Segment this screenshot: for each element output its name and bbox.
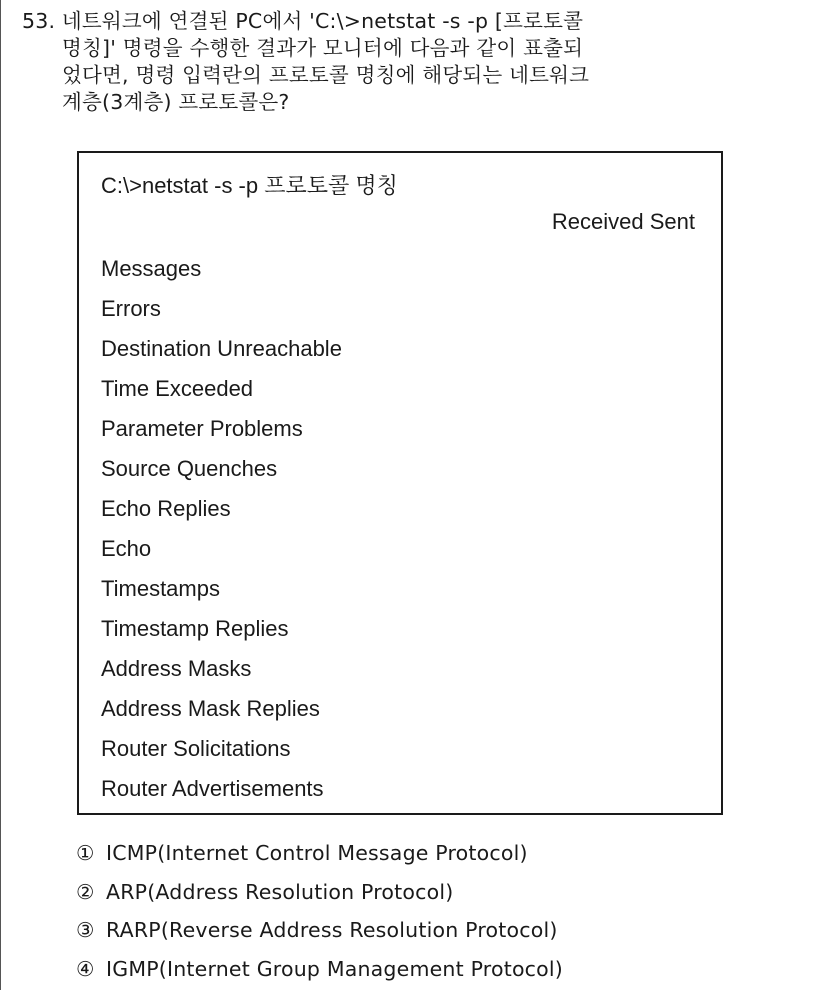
- netstat-output-box: [77, 151, 723, 815]
- stat-item: Address Masks: [101, 656, 252, 681]
- option-text: ARP(Address Resolution Protocol): [106, 879, 454, 904]
- stat-item: Parameter Problems: [101, 416, 303, 441]
- stat-item: Messages: [101, 256, 202, 281]
- option-number: ④: [76, 956, 95, 981]
- answer-options: [76, 834, 563, 988]
- option-2[interactable]: [76, 873, 563, 912]
- stat-item: Time Exceeded: [101, 376, 254, 401]
- question-line-3: 었다면, 명령 입력란의 프로토콜 명칭에 해당되는 네트워크: [62, 63, 590, 87]
- option-3[interactable]: [76, 911, 563, 950]
- option-4[interactable]: [76, 950, 563, 989]
- column-header: Received Sent: [551, 209, 695, 234]
- page-left-border: [0, 0, 1, 990]
- stat-item: Timestamp Replies: [101, 616, 289, 641]
- option-number: ③: [76, 918, 95, 942]
- command-line: C:\>netstat -s -p 프로토콜 명칭: [101, 173, 398, 198]
- question-text: [22, 8, 812, 116]
- option-number: ①: [76, 841, 95, 865]
- stat-item: Address Mask Replies: [101, 696, 320, 721]
- option-text: ICMP(Internet Control Message Protocol): [106, 841, 528, 865]
- stat-item: Errors: [101, 296, 161, 321]
- question-line-1: 53. 네트워크에 연결된 PC에서 'C:\>netstat -s -p [프로토콜: [22, 9, 584, 33]
- option-number: ②: [76, 879, 95, 904]
- stat-item: Destination Unreachable: [101, 336, 342, 361]
- stat-item: Source Quenches: [101, 456, 278, 481]
- option-1[interactable]: [76, 834, 563, 873]
- stat-item: Echo: [101, 536, 152, 561]
- option-text: RARP(Reverse Address Resolution Protocol): [106, 918, 558, 942]
- stat-item: Router Solicitations: [101, 736, 291, 761]
- stat-item: Timestamps: [101, 576, 220, 601]
- stat-item: Echo Replies: [101, 496, 231, 521]
- question-line-4: 계층(3계층) 프로토콜은?: [62, 90, 290, 114]
- option-text: IGMP(Internet Group Management Protocol): [106, 956, 563, 981]
- question-line-2: 명칭]' 명령을 수행한 결과가 모니터에 다음과 같이 표출되: [62, 36, 584, 60]
- statistics-list: [101, 249, 342, 809]
- stat-item: Router Advertisements: [101, 776, 324, 801]
